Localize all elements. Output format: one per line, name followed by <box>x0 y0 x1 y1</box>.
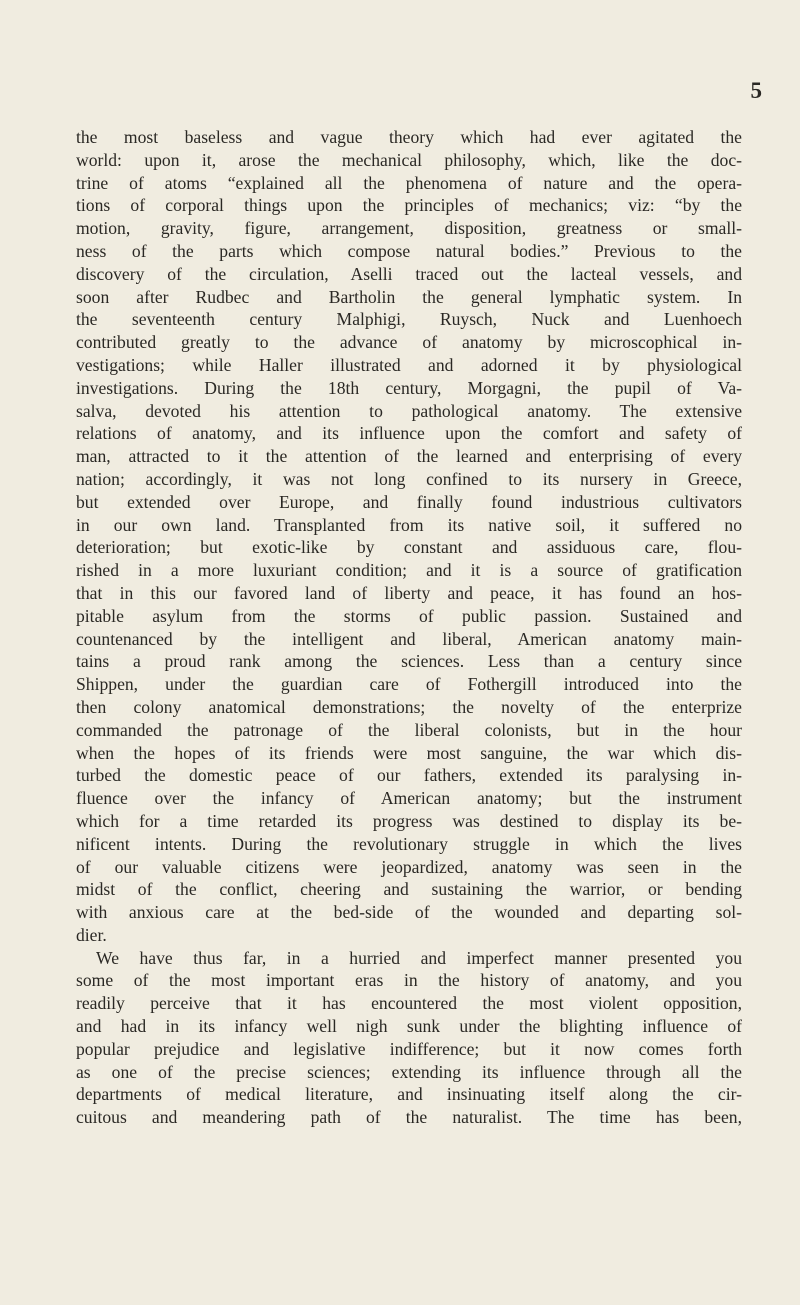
text-line: investigations. During the 18th century, Morgagni, the pupil of Va- <box>76 377 742 398</box>
text-line: trine of atoms “explained all the phenomena of nature and the opera- <box>76 172 742 193</box>
text-line: salva, devoted his attention to pathological anatomy. The extensive <box>76 400 742 421</box>
text-line: tains a proud rank among the sciences. Less than a century since <box>76 651 742 672</box>
text-line: of our valuable citizens were jeopardized, anatomy was seen in the <box>76 856 742 877</box>
text-line: with anxious care at the bed-side of the wounded and departing sol- <box>76 902 742 923</box>
text-line: contributed greatly to the advance of anatomy by microscophical in- <box>76 332 742 353</box>
text-line: midst of the conflict, cheering and sustaining the warrior, or bending <box>76 879 742 900</box>
text-line: ness of the parts which compose natural bodies.” Previous to the <box>76 240 742 261</box>
text-line: relations of anatomy, and its influence upon the comfort and safety of <box>76 423 742 444</box>
text-line: and had in its infancy well nigh sunk under the blighting influence of <box>76 1016 742 1037</box>
text-line: pitable asylum from the storms of public passion. Sustained and <box>76 605 742 626</box>
text-line: cuitous and meandering path of the naturalist. The time has been, <box>76 1107 742 1128</box>
text-line: world: upon it, arose the mechanical philosophy, which, like the doc- <box>76 149 742 170</box>
text-line: that in this our favored land of liberty and peace, it has found an hos- <box>76 582 742 603</box>
text-line: popular prejudice and legislative indifference; but it now comes forth <box>76 1038 742 1059</box>
text-line: departments of medical literature, and insinuating itself along the cir- <box>76 1084 742 1105</box>
text-line: motion, gravity, figure, arrangement, disposition, greatness or small- <box>76 218 742 239</box>
text-line: as one of the precise sciences; extending its influence through all the <box>76 1061 742 1082</box>
text-line: some of the most important eras in the history of anatomy, and you <box>76 970 742 991</box>
text-line: dier. <box>76 924 107 945</box>
text-line: the seventeenth century Malphigi, Ruysch, Nuck and Luenhoech <box>76 309 742 330</box>
text-line: when the hopes of its friends were most sanguine, the war which dis- <box>76 742 742 763</box>
text-line: readily perceive that it has encountered the most violent opposition, <box>76 993 742 1014</box>
text-line: turbed the domestic peace of our fathers, extended its paralysing in- <box>76 765 742 786</box>
text-line: the most baseless and vague theory which had ever agitated the <box>76 127 742 147</box>
text-line: fluence over the infancy of American anatomy; but the instrument <box>76 788 742 809</box>
text-line: discovery of the circulation, Aselli traced out the lacteal vessels, and <box>76 263 742 284</box>
text-line: man, attracted to it the attention of the learned and enterprising of every <box>76 446 742 467</box>
text-line: nificent intents. During the revolutionary struggle in which the lives <box>76 833 742 854</box>
text-line: which for a time retarded its progress was destined to display its be- <box>76 810 742 831</box>
text-line: but extended over Europe, and finally found industrious cultivators <box>76 491 742 512</box>
text-line: in our own land. Transplanted from its native soil, it suffered no <box>76 514 742 535</box>
text-line: rished in a more luxuriant condition; and it is a source of gratification <box>76 560 742 581</box>
text-line: commanded the patronage of the liberal colonists, but in the hour <box>76 719 742 740</box>
page-number: 5 <box>750 78 762 103</box>
text-line: vestigations; while Haller illustrated and adorned it by physiological <box>76 354 742 375</box>
text-line: We have thus far, in a hurried and imperfect manner presented you <box>96 947 742 968</box>
text-line: then colony anatomical demonstrations; the novelty of the enterprize <box>76 696 742 717</box>
text-line: soon after Rudbec and Bartholin the general lymphatic system. In <box>76 286 742 307</box>
text-line: countenanced by the intelligent and liberal, American anatomy main- <box>76 628 742 649</box>
text-line: Shippen, under the guardian care of Fothergill introduced into the <box>76 674 742 695</box>
body-text <box>76 126 742 1129</box>
text-line: nation; accordingly, it was not long confined to its nursery in Greece, <box>76 468 742 489</box>
text-line: deterioration; but exotic-like by constant and assiduous care, flou- <box>76 537 742 558</box>
text-line: tions of corporal things upon the principles of mechanics; viz: “by the <box>76 195 742 216</box>
